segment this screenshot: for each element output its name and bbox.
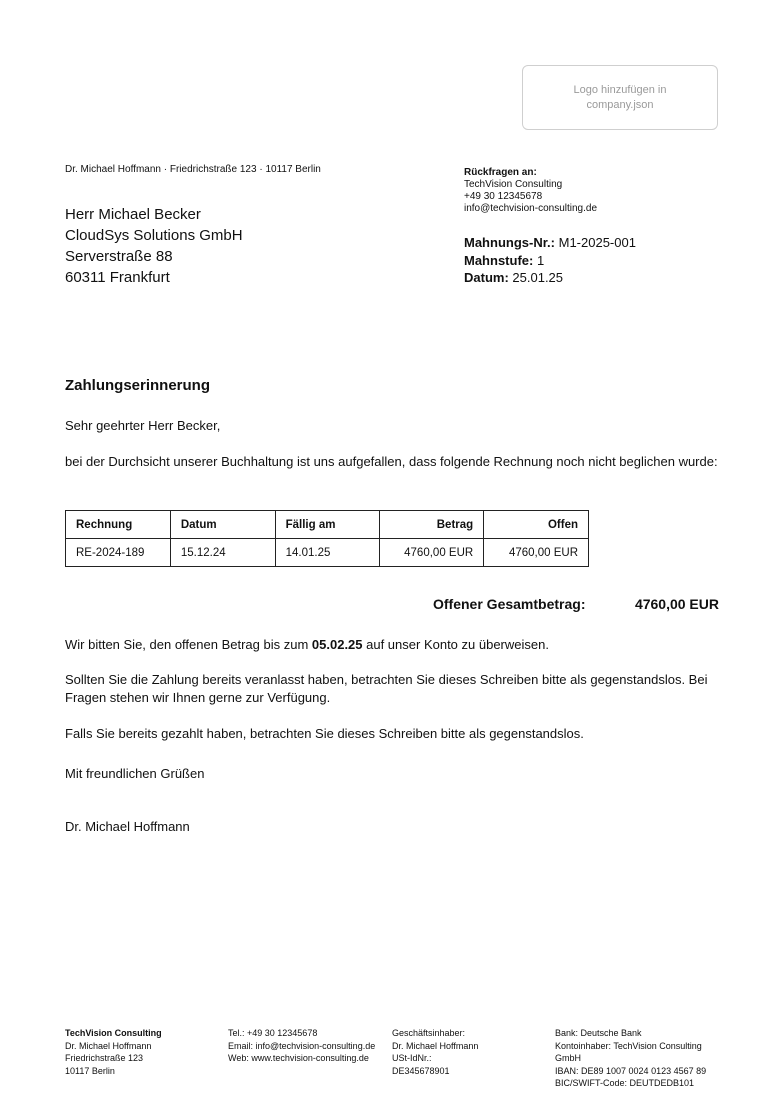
footer-bic: BIC/SWIFT-Code: DEUTDEDB101 [555, 1078, 695, 1088]
footer-bank [555, 1027, 715, 1090]
paragraph-already-paid: Sollten Sie die Zahlung bereits veranlasst haben, betrachten Sie dieses Schreiben bitte als gegenstandslos. Bei Fragen stehen wir Ihnen gerne zur Verfügung. [65, 672, 708, 705]
footer-legal [392, 1027, 552, 1077]
column-header-amount: Betrag [380, 511, 484, 539]
cell-amount: 4760,00 EUR [380, 539, 484, 567]
footer-vat: DE345678901 [392, 1065, 450, 1076]
reminder-level: 1 [536, 252, 545, 268]
total-value: 4760,00 EUR [634, 596, 719, 612]
footer-vat-label: USt-IdNr.: [392, 1053, 432, 1063]
column-header-date: Datum [170, 511, 275, 539]
column-header-invoice: Rechnung [66, 511, 171, 539]
payment-request-after: auf unser Konto zu überweisen. [362, 637, 549, 652]
reminder-level-label: Mahnstufe: [464, 252, 534, 268]
contact-label: Rückfragen an: [464, 167, 537, 178]
footer-iban: IBAN: DE89 1007 0024 0123 4567 89 [555, 1065, 707, 1076]
reminder-date-label: Datum: [464, 270, 509, 285]
payment-request [65, 636, 720, 654]
logo-placeholder [522, 65, 718, 130]
cell-due: 14.01.25 [275, 539, 380, 567]
payment-request-before: Wir bitten Sie, den offenen Betrag bis zum [65, 637, 312, 652]
footer-web: Web: www.techvision-consulting.de [228, 1053, 369, 1063]
footer-company-owner: Dr. Michael Hoffmann [65, 1040, 152, 1051]
payment-deadline: 05.02.25 [311, 637, 363, 652]
signature: Dr. Michael Hoffmann [65, 819, 190, 834]
intro-paragraph: bei der Durchsicht unserer Buchhaltung ist uns aufgefallen, dass folgende Rechnung noch nicht beglichen wurde: [65, 454, 718, 469]
cell-open: 4760,00 EUR [484, 539, 589, 567]
reminder-number-label: Mahnungs-Nr.: [464, 235, 555, 250]
paragraph-disregard: Falls Sie bereits gezahlt haben, betrachten Sie dieses Schreiben bitte als gegenstandslos. [65, 726, 584, 741]
reminder-number: M1-2025-001 [558, 235, 636, 250]
recipient-street: Serverstraße 88 [65, 248, 173, 265]
letter-subject: Zahlungserinnerung [65, 377, 211, 394]
total-label: Offener Gesamtbetrag: [433, 596, 586, 612]
contact-phone: +49 30 12345678 [464, 191, 543, 202]
contact-block [464, 167, 597, 215]
recipient-address [65, 204, 243, 288]
footer-owner-label: Geschäftsinhaber: [392, 1028, 466, 1038]
table-header-row [66, 511, 589, 539]
closing: Mit freundlichen Grüßen [65, 766, 205, 781]
reminder-date: 25.01.25 [512, 270, 564, 285]
reminder-level-row [464, 252, 636, 270]
logo-placeholder-line1: Logo hinzufügen in [573, 83, 667, 96]
logo-placeholder-line2: company.json [586, 98, 654, 111]
footer-company-name: TechVision Consulting [65, 1028, 162, 1038]
reminder-number-row [464, 234, 636, 252]
footer-contact [228, 1027, 388, 1065]
column-header-open: Offen [484, 511, 589, 539]
footer-email: Email: info@techvision-consulting.de [228, 1040, 376, 1051]
cell-invoice: RE-2024-189 [66, 539, 171, 567]
table-row [66, 539, 589, 567]
column-header-due: Fällig am [275, 511, 380, 539]
reminder-meta [464, 234, 636, 287]
contact-company: TechVision Consulting [464, 179, 563, 190]
cell-date: 15.12.24 [170, 539, 275, 567]
recipient-company: CloudSys Solutions GmbH [65, 227, 243, 244]
invoice-table [65, 510, 589, 567]
recipient-name: Herr Michael Becker [65, 206, 201, 223]
footer-owner: Dr. Michael Hoffmann [392, 1040, 479, 1051]
recipient-city: 60311 Frankfurt [65, 269, 170, 286]
salutation: Sehr geehrter Herr Becker, [65, 418, 221, 433]
footer-phone: Tel.: +49 30 12345678 [228, 1028, 318, 1038]
footer-company-street: Friedrichstraße 123 [65, 1053, 144, 1063]
footer-account-holder: Kontoinhaber: TechVision Consulting GmbH [555, 1040, 702, 1063]
footer-bank-name: Bank: Deutsche Bank [555, 1028, 642, 1038]
footer-company [65, 1027, 225, 1077]
sender-return-address: Dr. Michael Hoffmann · Friedrichstraße 123 · 10117 Berlin [65, 164, 321, 175]
footer-company-city: 10117 Berlin [65, 1065, 115, 1076]
contact-email: info@techvision-consulting.de [464, 203, 598, 214]
reminder-date-row [464, 269, 636, 287]
